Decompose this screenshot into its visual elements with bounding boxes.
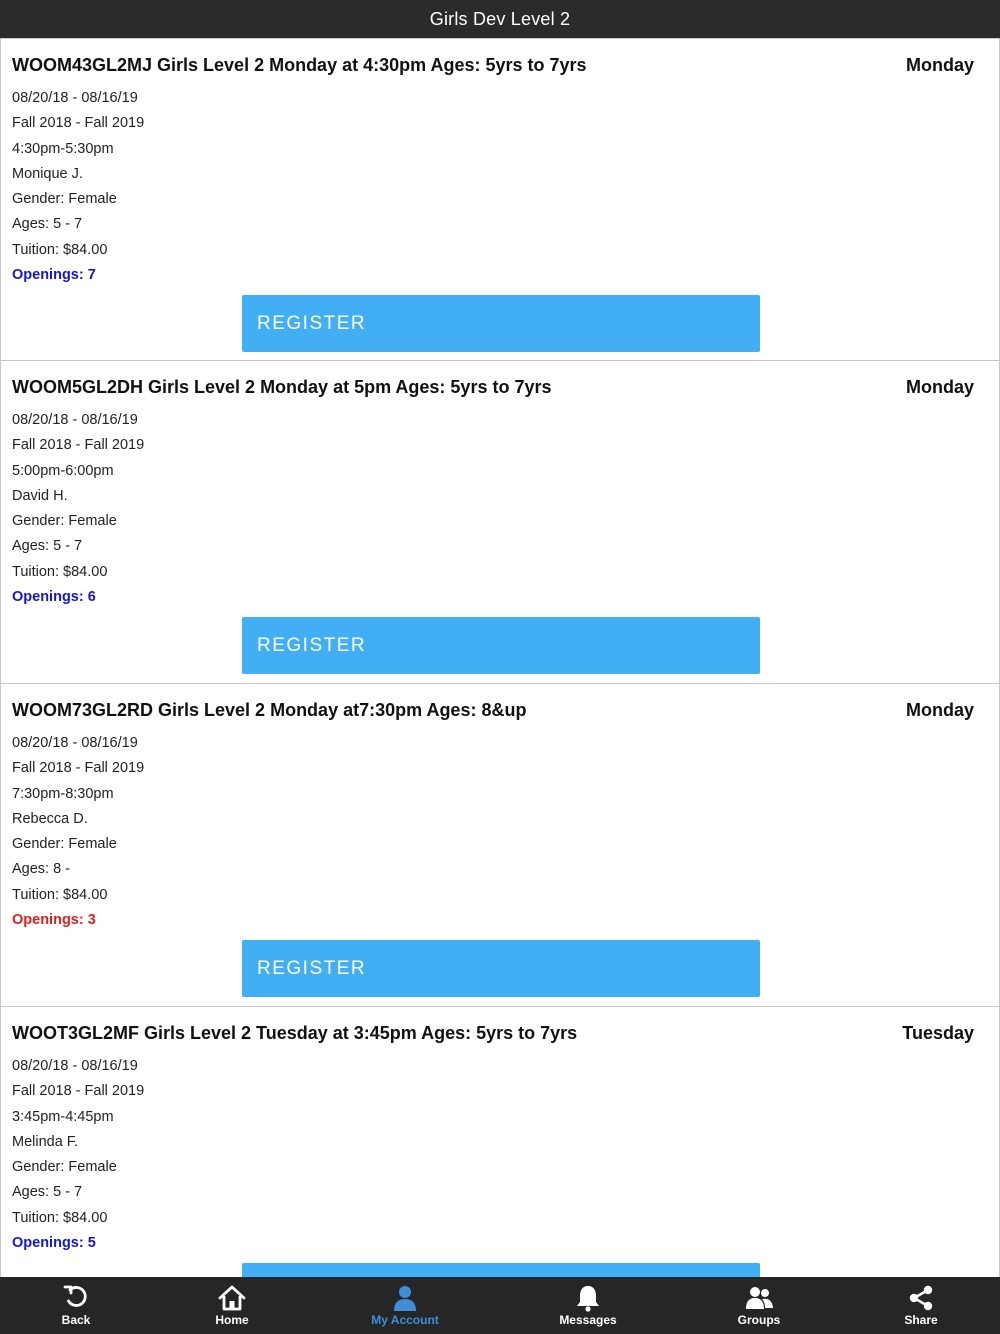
class-time: 7:30pm-8:30pm [12, 785, 114, 802]
class-tuition: Tuition: $84.00 [12, 1209, 108, 1226]
tab-label: Back [61, 1313, 91, 1327]
tab-my-account[interactable] [345, 1277, 465, 1334]
class-tuition: Tuition: $84.00 [12, 563, 108, 580]
tab-label: Home [215, 1313, 249, 1327]
class-details [12, 1054, 144, 1256]
tab-groups[interactable] [699, 1277, 819, 1334]
class-card [0, 361, 1000, 684]
register-button[interactable]: REGISTER [242, 295, 760, 352]
class-title: WOOM43GL2MJ Girls Level 2 Monday at 4:30pm Ages: 5yrs to 7yrs [12, 55, 587, 75]
class-instructor: Monique J. [12, 165, 83, 182]
class-instructor: Rebecca D. [12, 810, 88, 827]
tab-label: My Account [371, 1313, 439, 1327]
class-ages: Ages: 8 - [12, 861, 71, 878]
class-season: Fall 2018 - Fall 2019 [12, 115, 145, 132]
tab-home[interactable] [172, 1277, 292, 1334]
class-title: WOOM73GL2RD Girls Level 2 Monday at7:30pm Ages: 8&up [12, 700, 527, 720]
class-openings: Openings: 5 [12, 1235, 96, 1252]
class-dates: 08/20/18 - 08/16/19 [12, 735, 138, 751]
class-day: Monday [905, 55, 974, 75]
class-day: Tuesday [902, 1023, 974, 1043]
back-icon [61, 1284, 91, 1312]
class-details [12, 86, 144, 288]
tab-messages[interactable] [528, 1277, 648, 1334]
groups-icon [744, 1284, 774, 1312]
bell-icon [573, 1284, 603, 1312]
home-icon [217, 1284, 247, 1312]
bottom-tab-bar [0, 1277, 1000, 1334]
class-time: 3:45pm-4:45pm [12, 1108, 114, 1125]
class-day: Monday [905, 377, 974, 397]
class-card [0, 684, 1000, 1007]
user-icon [390, 1284, 420, 1312]
class-day: Monday [905, 700, 974, 720]
class-dates: 08/20/18 - 08/16/19 [12, 90, 138, 106]
class-instructor: Melinda F. [12, 1133, 79, 1150]
class-dates: 08/20/18 - 08/16/19 [12, 412, 138, 428]
class-gender: Gender: Female [12, 1159, 117, 1176]
class-title: WOOM5GL2DH Girls Level 2 Monday at 5pm Ages: 5yrs to 7yrs [12, 377, 552, 397]
class-season: Fall 2018 - Fall 2019 [12, 1083, 145, 1100]
class-time: 5:00pm-6:00pm [12, 462, 114, 479]
class-list[interactable] [0, 38, 1000, 1277]
tab-back[interactable] [16, 1277, 136, 1334]
class-tuition: Tuition: $84.00 [12, 241, 108, 258]
class-ages: Ages: 5 - 7 [12, 216, 83, 233]
register-button[interactable]: REGISTER [242, 940, 760, 997]
tab-label: Share [904, 1313, 938, 1327]
class-title: WOOT3GL2MF Girls Level 2 Tuesday at 3:45pm Ages: 5yrs to 7yrs [12, 1023, 578, 1043]
share-icon [906, 1284, 936, 1312]
class-season: Fall 2018 - Fall 2019 [12, 437, 145, 454]
class-instructor: David H. [12, 487, 68, 504]
register-button[interactable]: REGISTER [242, 617, 760, 674]
class-gender: Gender: Female [12, 836, 117, 853]
page-title: Girls Dev Level 2 [429, 8, 571, 29]
class-season: Fall 2018 - Fall 2019 [12, 760, 145, 777]
class-dates: 08/20/18 - 08/16/19 [12, 1058, 138, 1074]
class-openings: Openings: 3 [12, 912, 96, 929]
class-gender: Gender: Female [12, 191, 117, 208]
class-tuition: Tuition: $84.00 [12, 886, 108, 903]
class-card [0, 38, 1000, 361]
class-openings: Openings: 6 [12, 589, 96, 606]
tab-label: Groups [737, 1313, 781, 1327]
class-ages: Ages: 5 - 7 [12, 1184, 83, 1201]
class-gender: Gender: Female [12, 513, 117, 530]
class-ages: Ages: 5 - 7 [12, 538, 83, 555]
class-details [12, 731, 144, 933]
class-details [12, 408, 144, 610]
title-bar [0, 0, 1000, 38]
tab-label: Messages [559, 1313, 617, 1327]
class-time: 4:30pm-5:30pm [12, 140, 114, 157]
tab-share[interactable] [861, 1277, 981, 1334]
class-openings: Openings: 7 [12, 267, 96, 284]
